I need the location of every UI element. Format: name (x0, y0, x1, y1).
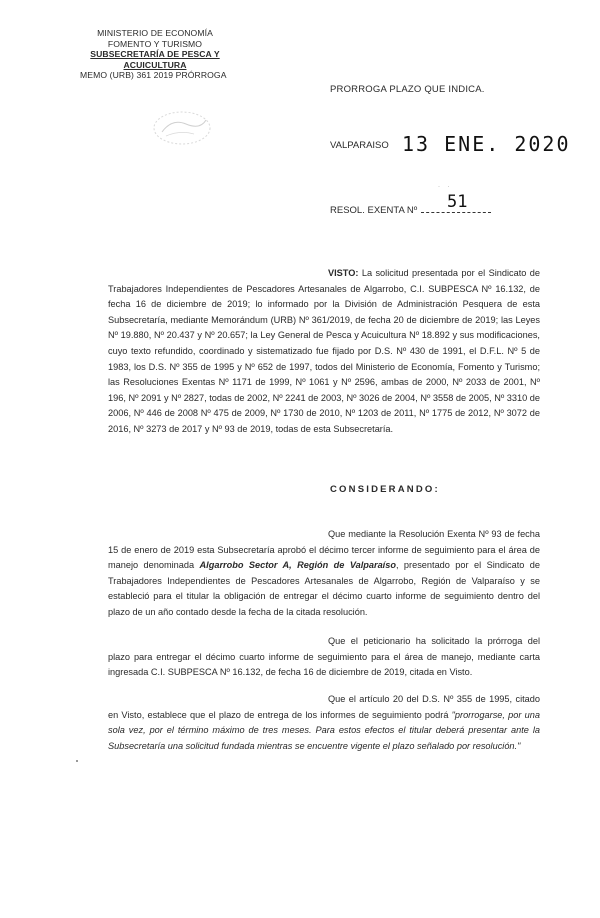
visto-lead: VISTO: (328, 268, 359, 278)
paragraph-text: plazo para entregar el décimo cuarto informe de seguimiento para el área de manejo, mediante carta ingresada C.I. SUBPESCA Nº 16.132, de fecha 16 de diciembre de 2019, citada en Visto. (108, 651, 540, 678)
resolution-label: RESOL. EXENTA Nº (330, 205, 418, 216)
margin-dot (76, 760, 78, 762)
place-label: VALPARAISO (330, 140, 389, 151)
ministry-line-1: MINISTERIO DE ECONOMÍA (97, 28, 213, 38)
paragraph-quote: "prorrogarse, por una sola vez, por el término máximo de tres meses. Para estos efectos el titular deberá presentar ante la Subsecretaría una solicitud fundada mientras se encuentre vigente el plazo señalado por resolución." (108, 709, 540, 751)
document-subject: PRORROGA PLAZO QUE INDICA. (330, 84, 485, 95)
paragraph-text: en Visto, establece que el plazo de entrega de los informes de seguimiento podrá (108, 709, 452, 720)
subsecretaria-line: SUBSECRETARÍA DE PESCA Y ACUICULTURA (90, 49, 220, 70)
resolution-number: 51 (447, 192, 468, 212)
memo-reference: MEMO (URB) 361 2019 PRÓRROGA (80, 70, 227, 81)
considerando-heading: CONSIDERANDO: (330, 484, 440, 495)
paragraph-indent (108, 694, 328, 704)
scan-smudge: · · (438, 184, 453, 190)
paragraph-start: Que mediante la Resolución Exenta Nº 93 de (328, 529, 515, 539)
date-stamp: 13 ENE. 2020 (402, 132, 571, 156)
paragraph-emphasis: Algarrobo Sector A, Región de Valparaíso (199, 560, 396, 571)
paragraph-text: fecha 15 de enero de 2019 esta Subsecretaría aprobó el décimo tercer informe de seguimiento para el área de manejo denominada (108, 529, 540, 571)
visto-text: La solicitud presentada por el Sindicato de Trabajadores Independientes de Pescadores Artesanales de Algarrobo, C.I. SUBPESCA Nº 16.132, de fecha 16 de diciembre de 2019; lo informado por la División de Administración Pesquera de esta Subsecretaría, mediante Memorándum (URB) Nº 361/2019, de fecha 20 de diciembre de 2019; las Leyes Nº 19.880, Nº 20.437 y Nº 20.657; la Ley General de Pesca y Acuicultura Nº 18.892 y sus modificaciones, cuyo texto refundido, coordinado y sistematizado fue fijado por D.S. Nº 430 de 1991, el D.F.L. Nº 5 de 1983, los D.S. Nº 355 de 1995 y Nº 652 de 1997, todos del Ministerio de Economía, Fomento y Turismo; las Resoluciones Exentas Nº 1171 de 1999, Nº 1061 y Nº 2596, ambas de 2000, Nº 2033 de 2001, Nº 196, Nº 2091 y Nº 2827, todas de 2002, Nº 2241 de 2003, Nº 3026 de 2004, Nº 3558 de 2005, Nº 3310 de 2006, Nº 446 de 2008 Nº 475 de 2009, Nº 1730 de 2010, Nº 1203 de 2011, Nº 1775 de 2012, Nº 3072 de 2016, Nº 3273 de 2017 y Nº 93 de 2019, todas de esta Subsecretaría. (108, 268, 540, 434)
paragraph-indent (108, 636, 328, 646)
paragraph-start: Que el peticionario ha solicitado la prórroga del (328, 636, 540, 646)
considerando-paragraph-2 (108, 634, 540, 681)
visto-paragraph (108, 266, 540, 438)
paragraph-text-end: , presentado por el Sindicato de Trabajadores Independientes de Pescadores Artesanales de Algarrobo, Región de Valparaíso y se estableció para el titular la obligación de entregar el décimo cuarto informe de seguimiento dentro del plazo de un año contado desde la fecha de la citada resolución. (108, 560, 541, 617)
considerando-paragraph-1 (108, 527, 540, 621)
faded-seal-stamp-icon (150, 108, 214, 148)
paragraph-start: Que el artículo 20 del D.S. Nº 355 de 1995, citado (328, 694, 540, 704)
visto-indent (108, 268, 328, 278)
letterhead (60, 28, 250, 81)
considerando-paragraph-3 (108, 692, 540, 754)
paragraph-indent (108, 529, 328, 539)
ministry-line-2: FOMENTO Y TURISMO (107, 38, 203, 49)
